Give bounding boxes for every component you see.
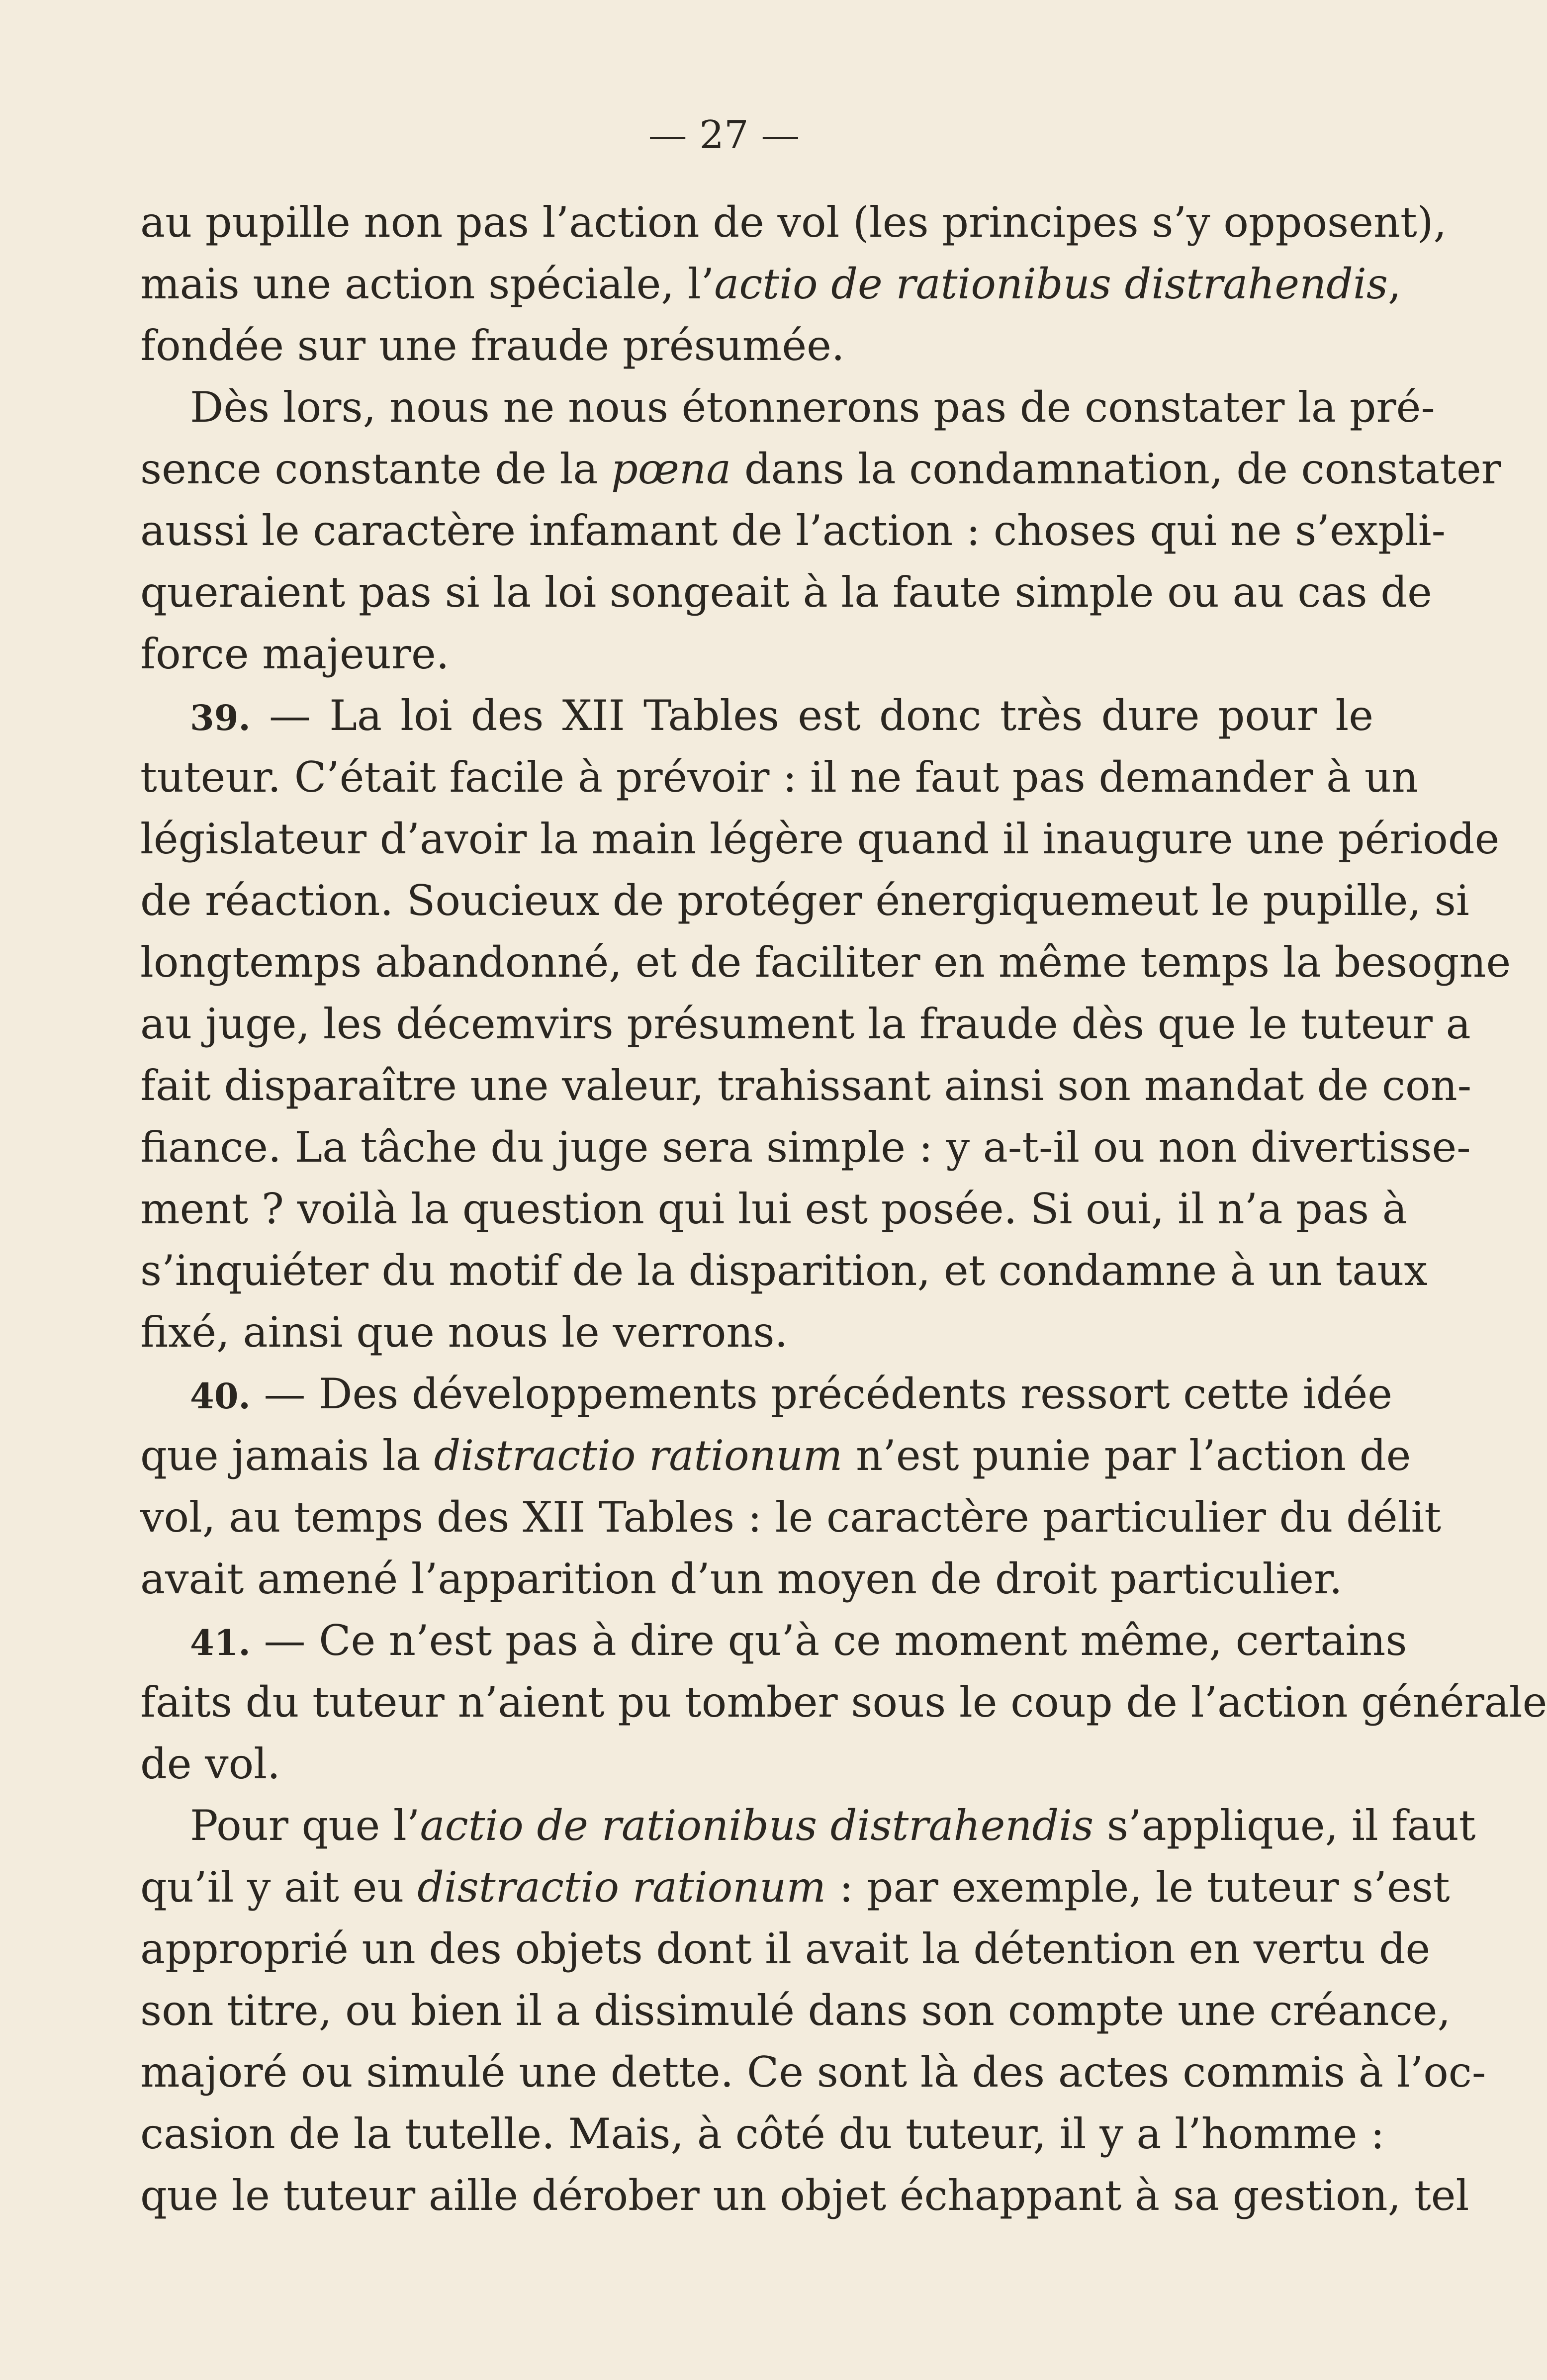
text-line: approprié un des objets dont il avait la détention en vertu de xyxy=(140,1924,1431,1973)
text-line: Dès lors, nous ne nous étonnerons pas de constater la pré- xyxy=(190,383,1435,432)
text-line: 41. — Ce n’est pas à dire qu’à ce moment même, certains xyxy=(190,1616,1407,1665)
text-line: fixé, ainsi que nous le verrons. xyxy=(140,1308,788,1357)
text-line: fondée sur une fraude présumée. xyxy=(140,321,845,370)
text-line: sence constante de la pœna dans la condamnation, de constater xyxy=(140,445,1501,493)
text-line: fiance. La tâche du juge sera simple : y a-t-il ou non divertisse- xyxy=(140,1123,1471,1172)
text-line: au pupille non pas l’action de vol (les principes s’y opposent), xyxy=(140,198,1447,247)
text-line: avait amené l’apparition d’un moyen de droit particulier. xyxy=(140,1555,1343,1603)
text-line: aussi le caractère infamant de l’action : choses qui ne s’expli- xyxy=(140,506,1446,555)
page-number: — 27 — xyxy=(648,113,800,158)
text-line: Pour que l’actio de rationibus distrahendis s’applique, il faut xyxy=(190,1801,1476,1850)
italic-latin-term: distractio rationum xyxy=(417,1863,826,1912)
text-line: longtemps abandonné, et de faciliter en même temps la besogne xyxy=(140,938,1511,987)
section-number: 39. xyxy=(190,697,251,738)
text-line: que jamais la distractio rationum n’est punie par l’action de xyxy=(140,1431,1411,1480)
text-line: qu’il y ait eu distractio rationum : par exemple, le tuteur s’est xyxy=(140,1863,1450,1912)
text-line: majoré ou simulé une dette. Ce sont là des actes commis à l’oc- xyxy=(140,2048,1486,2097)
text-line: de réaction. Soucieux de protéger énergiquemeut le pupille, si xyxy=(140,876,1469,925)
text-line: faits du tuteur n’aient pu tomber sous le coup de l’action générale xyxy=(140,1678,1547,1727)
text-line: au juge, les décemvirs présument la fraude dès que le tuteur a xyxy=(140,1000,1471,1048)
text-line: que le tuteur aille dérober un objet échappant à sa gestion, tel xyxy=(140,2171,1469,2220)
section-number: 41. xyxy=(190,1622,251,1663)
text-line: tuteur. C’était facile à prévoir : il ne faut pas demander à un xyxy=(140,753,1419,802)
text-line: vol, au temps des XII Tables : le caractère particulier du délit xyxy=(140,1493,1442,1542)
text-line: son titre, ou bien il a dissimulé dans son compte une créance, xyxy=(140,1986,1451,2035)
text-line: fait disparaître une valeur, trahissant ainsi son mandat de con- xyxy=(140,1061,1472,1110)
section-number: 40. xyxy=(190,1375,251,1417)
italic-latin-term: pœna xyxy=(611,445,731,493)
italic-latin-term: distractio rationum xyxy=(434,1431,843,1480)
text-line: casion de la tutelle. Mais, à côté du tuteur, il y a l’homme : xyxy=(140,2109,1385,2158)
text-line: 40. — Des développements précédents ressort cette idée xyxy=(190,1370,1392,1418)
text-line: queraient pas si la loi songeait à la faute simple ou au cas de xyxy=(140,568,1432,617)
italic-latin-term: actio de rationibus distrahendis xyxy=(714,260,1388,308)
text-line: ment ? voilà la question qui lui est posée. Si oui, il n’a pas à xyxy=(140,1185,1407,1233)
text-line: force majeure. xyxy=(140,630,450,678)
text-line: 39. — La loi des XII Tables est donc très dure pour le xyxy=(190,691,1373,740)
text-line: s’inquiéter du motif de la disparition, et condamne à un taux xyxy=(140,1246,1428,1295)
text-line: législateur d’avoir la main légère quand il inaugure une période xyxy=(140,815,1500,863)
text-line: mais une action spéciale, l’actio de rationibus distrahendis, xyxy=(140,260,1401,308)
italic-latin-term: actio de rationibus distrahendis xyxy=(420,1801,1094,1850)
page-body-text xyxy=(140,191,1547,2226)
text-line: de vol. xyxy=(140,1739,280,1788)
